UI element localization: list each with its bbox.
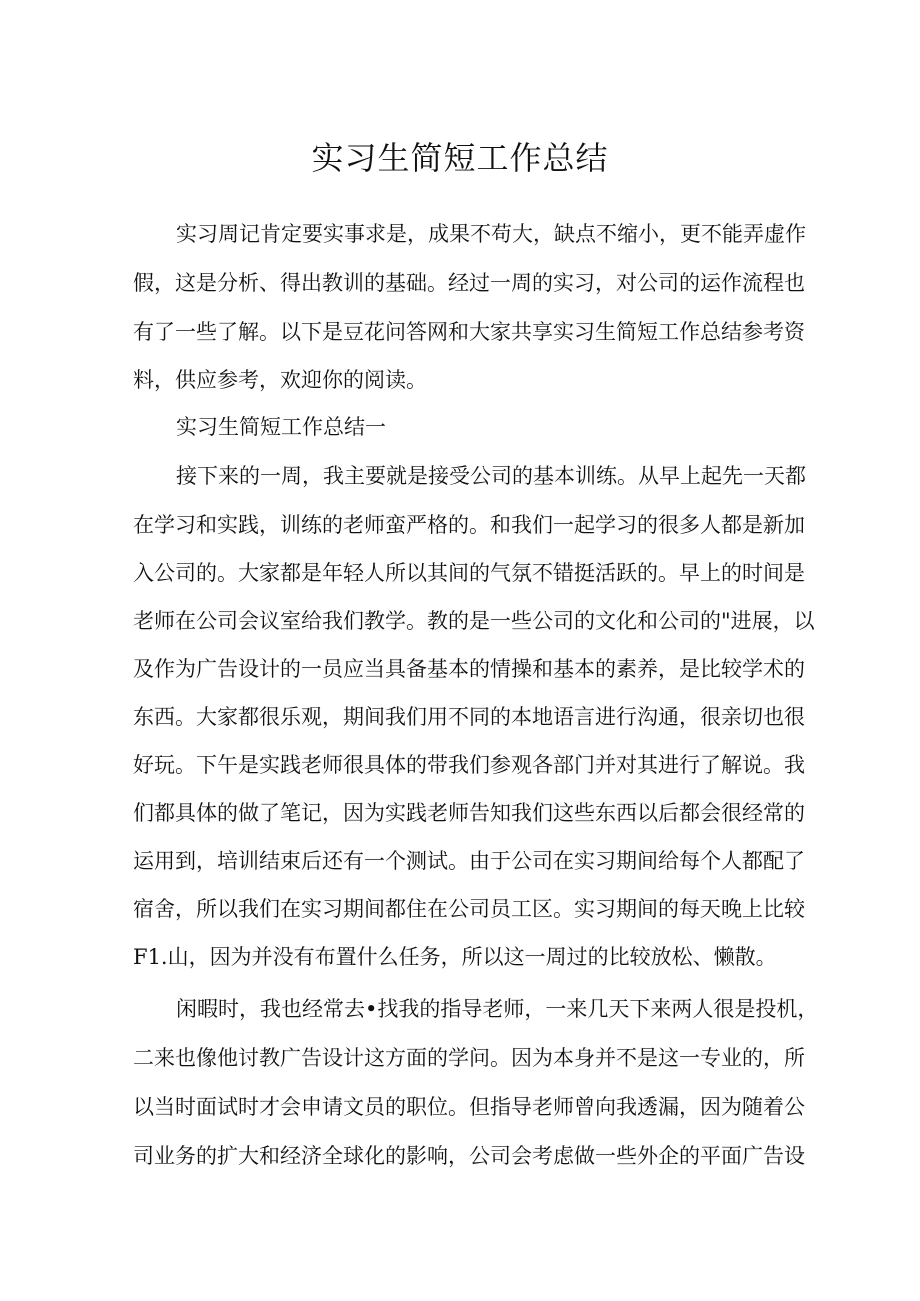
paragraph-line: 好玩。下午是实践老师很具体的带我们参观各部门并对其进行了解说。我: [133, 753, 805, 777]
section-heading: 实习生简短工作总结一: [176, 415, 386, 439]
paragraph-line: 在学习和实践，训练的老师蛮严格的。和我们一起学习的很多人都是新加: [133, 513, 805, 537]
paragraph-line: 接下来的一周，我主要就是接受公司的基本训练。从早上起先一天都: [176, 464, 806, 488]
paragraph-line: 司业务的扩大和经济全球化的影响，公司会考虑做一些外企的平面广告设: [133, 1144, 805, 1168]
paragraph-line: 以当时面试时才会申请文员的职位。但指导老师曾向我透漏，因为随着公: [133, 1095, 805, 1119]
paragraph-line: 们都具体的做了笔记，因为实践老师告知我们这些东西以后都会很经常的: [133, 801, 805, 825]
paragraph-line: 及作为广告设计的一员应当具备基本的情操和基本的素养，是比较学术的: [133, 657, 805, 681]
paragraph-line: 闲暇时，我也经常去•找我的指导老师，一来几天下来两人很是投机，: [176, 997, 819, 1021]
paragraph-line: 有了一些了解。以下是豆花问答网和大家共享实习生简短工作总结参考资: [133, 320, 805, 344]
paragraph-line: 老师在公司会议室给我们教学。教的是一些公司的文化和公司的"进展，以: [133, 609, 815, 633]
paragraph-line: 运用到，培训结束后还有一个测试。由于公司在实习期间给每个人都配了: [133, 849, 805, 873]
document-title: 实习生简短工作总结: [311, 139, 609, 177]
paragraph-line: 实习周记肯定要实事求是，成果不苟大，缺点不缩小，更不能弄虚作: [176, 222, 806, 246]
paragraph-line: 料，供应参考，欢迎你的阅读。: [133, 368, 427, 392]
paragraph-line: 宿舍，所以我们在实习期间都住在公司员工区。实习期间的每天晚上比较: [133, 897, 805, 921]
paragraph-line: 入公司的。大家都是年轻人所以其间的气氛不错挺活跃的。早上的时间是: [133, 561, 805, 585]
paragraph-line: 二来也像他讨教广告设计这方面的学问。因为本身并不是这一专业的，所: [133, 1046, 805, 1070]
paragraph-line: 东西。大家都很乐观，期间我们用不同的本地语言进行沟通，很亲切也很: [133, 705, 805, 729]
paragraph-line: 假，这是分析、得出教训的基础。经过一周的实习，对公司的运作流程也: [133, 271, 805, 295]
paragraph-line: F1.山，因为并没有布置什么任务，所以这一周过的比较放松、懒散。: [133, 945, 777, 969]
